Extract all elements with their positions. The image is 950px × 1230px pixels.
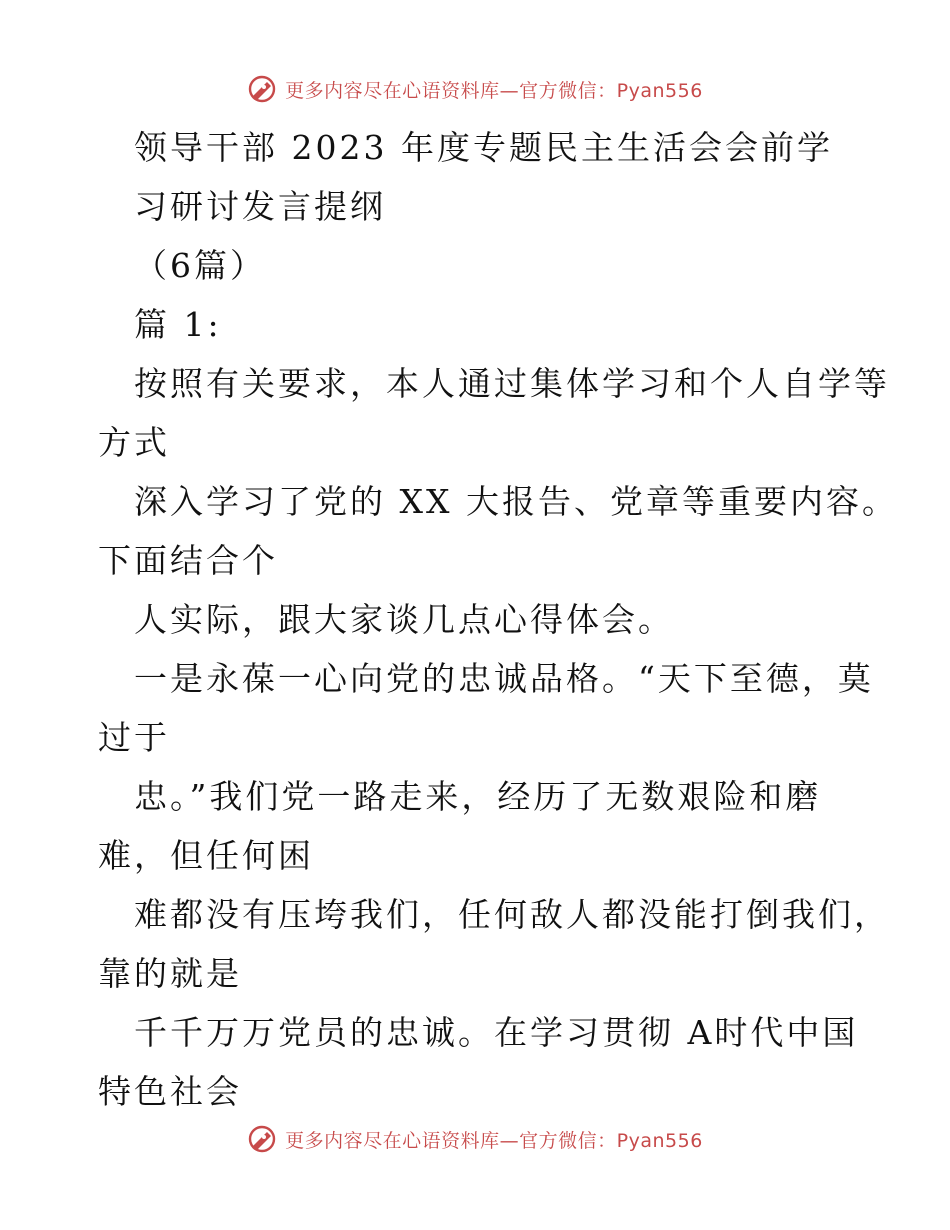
header-watermark bbox=[0, 74, 950, 104]
section-heading: 篇 1: bbox=[134, 305, 222, 344]
paragraph-line: 深入学习了党的 XX 大报告、党章等重要内容。 bbox=[134, 482, 898, 521]
paragraph-line: 人实际，跟大家谈几点心得体会。 bbox=[134, 600, 674, 639]
title-line-2: 习研讨发言提纲 bbox=[134, 187, 386, 226]
document-body bbox=[98, 118, 898, 1121]
paragraph-line: 难，但任何困 bbox=[98, 836, 314, 875]
paragraph-line: 靠的就是 bbox=[98, 954, 242, 993]
paragraph-line: 千千万万党员的忠诚。在学习贯彻 A时代中国 bbox=[134, 1013, 859, 1052]
paragraph-line: 下面结合个 bbox=[98, 541, 278, 580]
paragraph-line: 忠。”我们党一路走来，经历了无数艰险和磨 bbox=[134, 777, 822, 816]
paragraph-line: 难都没有压垮我们，任何敌人都没能打倒我们， bbox=[134, 895, 890, 934]
footer-watermark bbox=[0, 1124, 950, 1154]
subtitle-count: （6篇） bbox=[134, 246, 266, 285]
watermark-text: 更多内容尽在心语资料库—官方微信：Pyan556 bbox=[285, 1129, 703, 1152]
paragraph-line: 过于 bbox=[98, 718, 170, 757]
watermark-text: 更多内容尽在心语资料库—官方微信：Pyan556 bbox=[285, 79, 703, 102]
title-line-1: 领导干部 2023 年度专题民主生活会会前学 bbox=[134, 128, 833, 167]
paragraph-line: 按照有关要求，本人通过集体学习和个人自学等 bbox=[134, 364, 890, 403]
pen-nib-logo-icon bbox=[247, 1124, 277, 1154]
paragraph-line: 方式 bbox=[98, 423, 170, 462]
paragraph-line: 特色社会 bbox=[98, 1072, 242, 1111]
pen-nib-logo-icon bbox=[247, 74, 277, 104]
paragraph-line: 一是永葆一心向党的忠诚品格。“天下至德，莫 bbox=[134, 659, 874, 698]
